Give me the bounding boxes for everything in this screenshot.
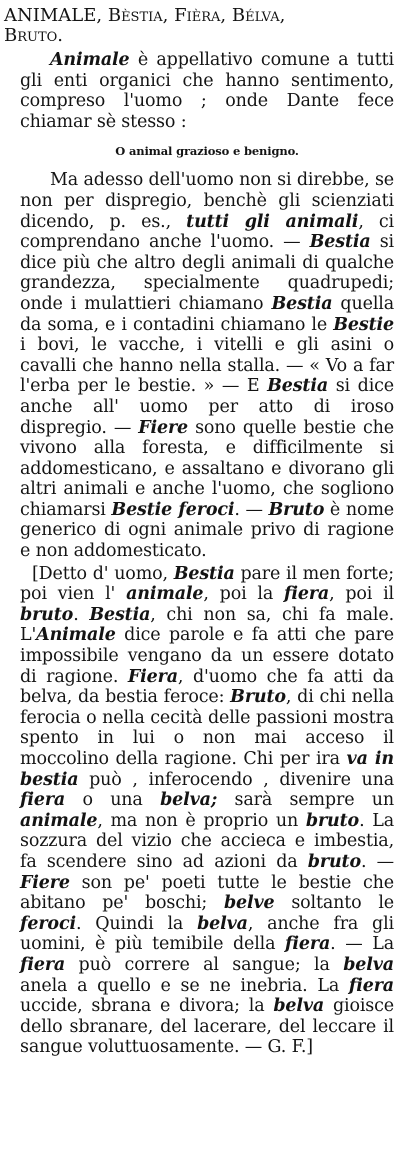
italic-term: feroci bbox=[20, 913, 76, 934]
text-run: , ci comprendano anche l'uomo. — bbox=[20, 211, 394, 253]
text-run: è nome generico di ogni animale privo di ragione e non addomesticato. bbox=[20, 499, 394, 562]
text-run: , di chi nella ferocia o nella cecità delle passioni mostra spento in lui o non mai acceso il moccolino della ragione. Chi per ira bbox=[20, 687, 394, 769]
italic-term: Bestia bbox=[309, 232, 371, 253]
heading-separator: , bbox=[96, 5, 108, 26]
text-run: può , inferocendo , divenire una bbox=[78, 769, 394, 790]
heading-synonym-fiera: Fièra bbox=[174, 5, 221, 26]
entry-heading bbox=[4, 6, 394, 46]
italic-term: Bestia bbox=[173, 563, 235, 584]
text-run: , chi non sa, chi fa male. L' bbox=[20, 604, 395, 646]
italic-term: Bestia bbox=[89, 604, 151, 625]
text-run: dice parole e fa atti che pare impossibile vengano da un essere dotato di ragione. bbox=[20, 625, 394, 687]
paragraph-usage-distinctions bbox=[20, 170, 394, 561]
italic-term: belva bbox=[273, 996, 325, 1017]
italic-term: bruto bbox=[307, 851, 361, 872]
italic-term: Bestie feroci bbox=[111, 499, 235, 520]
paragraph-definition-animale bbox=[20, 50, 394, 132]
heading-separator: , bbox=[220, 5, 232, 26]
italic-term: animale bbox=[126, 584, 204, 605]
italic-term: va in bestia bbox=[20, 749, 394, 790]
text-run: si dice più che altro degli animali di qualche grandezza, specialmente quadrupedi; onde i mulattieri chiamano bbox=[20, 232, 394, 314]
italic-term: fiera bbox=[285, 934, 331, 955]
italic-term: Fiere bbox=[20, 872, 70, 893]
heading-synonym-bestia: Bèstia bbox=[107, 5, 163, 26]
italic-term: fiera bbox=[20, 790, 66, 811]
italic-term: belva; bbox=[160, 790, 218, 811]
text-run: anela a quello e se ne inebria. La bbox=[20, 975, 349, 996]
text-run: pare il men forte; poi vien l' bbox=[20, 563, 394, 605]
text-run: è appellativo comune a tutti gli enti organici che hanno sentimento, compreso l'uomo ; onde Dante fece chiamar sè stesso : bbox=[20, 50, 394, 132]
text-run: . — La bbox=[330, 934, 394, 955]
text-run: [Detto d' uomo, bbox=[32, 563, 174, 584]
text-run: , anche fra gli uomini, è più temibile della bbox=[20, 913, 394, 955]
italic-term: Animale bbox=[50, 50, 130, 70]
italic-term: fiera bbox=[20, 954, 66, 975]
italic-term: animale bbox=[20, 810, 98, 831]
text-run: , d'uomo che fa atti da belva, da bestia feroce: bbox=[20, 666, 394, 708]
italic-term: fiera bbox=[283, 584, 330, 605]
italic-term: Bestie bbox=[333, 314, 394, 335]
text-run: soltanto le bbox=[274, 893, 394, 914]
text-run: può correre al sangue; la bbox=[65, 954, 344, 975]
italic-term: Fiera bbox=[127, 666, 178, 687]
text-run: i bovi, le vacche, i vitelli e gli asini o cavalli che hanno nella stalla. — « Vo a far l'erba per le bestie. » — E bbox=[20, 335, 394, 397]
text-run: . — bbox=[234, 499, 269, 520]
text-run: , ma non è proprio un bbox=[97, 810, 306, 831]
text-run: . bbox=[73, 604, 90, 625]
text-run: quella da soma, e i contadini chiamano le bbox=[20, 293, 394, 335]
italic-term: Animale bbox=[36, 625, 116, 646]
paragraph-editor-note bbox=[20, 564, 394, 1058]
text-run: . — bbox=[360, 851, 394, 872]
text-run: gioisce dello sbranare, del lacerare, del leccare il sangue voluttuosamente. — G. F.] bbox=[20, 996, 394, 1058]
italic-term: bruto bbox=[305, 810, 360, 831]
heading-separator: , bbox=[279, 5, 286, 26]
italic-term: belva bbox=[343, 954, 394, 975]
text-run: . Quindi la bbox=[75, 913, 198, 934]
text-run: Ma adesso dell'uomo non si direbbe, se non per dispregio, benchè gli scienziati dicendo, p. es., bbox=[20, 170, 394, 232]
italic-term: fiera bbox=[348, 975, 394, 996]
heading-synonym-belva: Bélva bbox=[231, 5, 280, 26]
text-run: . La sozzura del vizio che accieca e imbestia, fa scendere sino ad azioni da bbox=[20, 810, 394, 872]
text-run: sono quelle bestie che vivono alla foresta, e difficilmente si addomesticano, e assaltano e divorano gli altri animali e anche l'uomo, che sogliono chiamarsi bbox=[20, 417, 394, 520]
heading-separator: , bbox=[162, 5, 175, 26]
italic-term: tutti gli animali bbox=[186, 211, 359, 232]
italic-term: Bestia bbox=[267, 376, 329, 397]
italic-term: Bestia bbox=[271, 293, 333, 314]
italic-term: Bruto bbox=[268, 499, 325, 520]
italic-term: bruto bbox=[20, 604, 74, 625]
italic-term: Fiere bbox=[138, 417, 189, 438]
text-run: sarà sempre un bbox=[217, 790, 394, 811]
text-run: uccide, sbrana e divora; la bbox=[20, 996, 274, 1017]
italic-term: belve bbox=[223, 893, 275, 914]
heading-synonym-bruto: Bruto. bbox=[4, 25, 64, 46]
text-run: o una bbox=[65, 790, 161, 811]
text-run: son pe' poeti tutte le bestie che abitano pe' boschi; bbox=[20, 872, 394, 914]
dante-quotation: O animal grazioso e benigno. bbox=[115, 144, 299, 159]
italic-term: belva bbox=[197, 913, 248, 934]
italic-term: Bruto bbox=[230, 687, 286, 708]
text-run: , poi la bbox=[203, 584, 284, 605]
text-run: , poi il bbox=[329, 584, 394, 605]
text-run: si dice anche all' uomo per atto di iroso dispregio. — bbox=[20, 376, 394, 438]
heading-main-word: ANIMALE bbox=[4, 5, 97, 26]
